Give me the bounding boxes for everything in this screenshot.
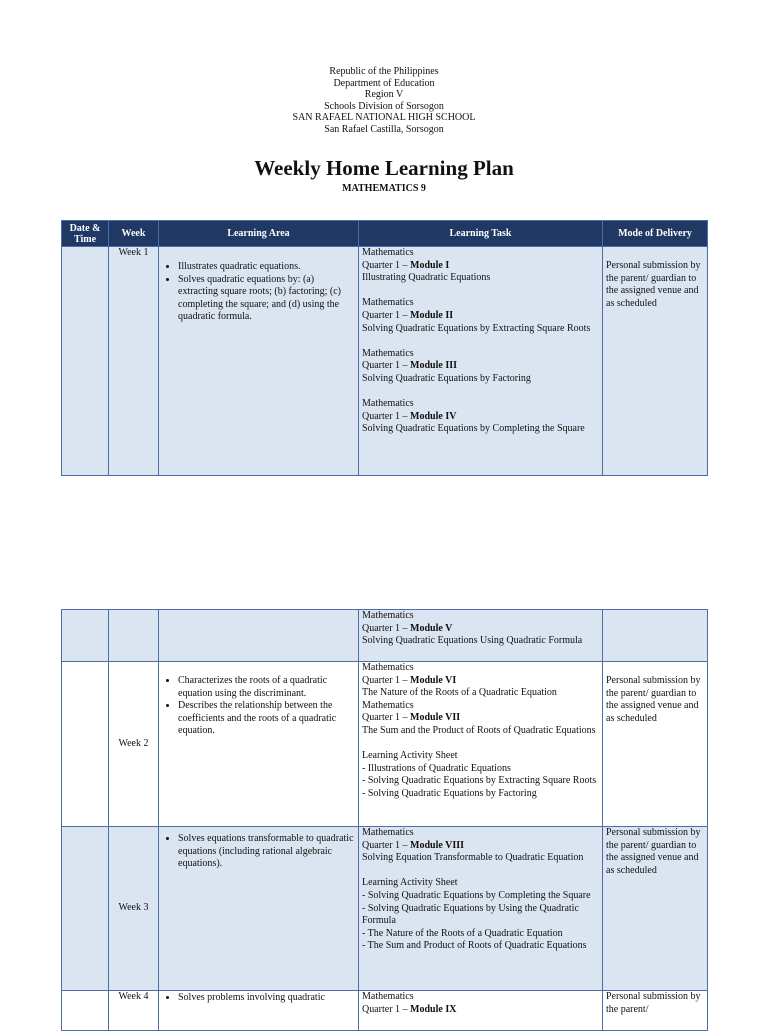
module-label: Module I xyxy=(410,259,450,271)
list-item: • Characterizes the roots of a quadratic equation using the discriminant. xyxy=(178,675,355,700)
learning-task-cell xyxy=(359,991,603,1031)
header-line: Department of Education xyxy=(333,77,435,89)
mode-of-delivery-cell xyxy=(603,991,708,1031)
learning-area-cell xyxy=(159,610,359,662)
subject-label: Mathematics xyxy=(362,699,414,711)
learning-plan-table-2 xyxy=(61,609,708,1031)
quarter-label: Quarter 1 – xyxy=(362,1003,411,1015)
column-header-task: Learning Task xyxy=(359,221,603,247)
mode-of-delivery-cell xyxy=(603,827,708,991)
week-cell: Week 1 xyxy=(109,247,159,476)
las-item: - Solving Quadratic Equations by Extracting Square Roots xyxy=(362,775,597,787)
module-description: Solving Quadratic Equations Using Quadratic Formula xyxy=(362,635,583,647)
table-row-week4 xyxy=(62,991,708,1031)
mode-of-delivery-cell xyxy=(603,610,708,662)
date-cell xyxy=(62,247,109,476)
date-cell xyxy=(62,827,109,991)
week-cell: Week 3 xyxy=(109,827,159,991)
las-item: - Illustrations of Quadratic Equations xyxy=(362,762,511,774)
mode-text: Personal submission by the parent/ xyxy=(606,991,701,1015)
learning-task-cell xyxy=(359,827,603,991)
list-item: • Solves quadratic equations by: (a) extracting square roots; (b) factoring; (c) completing the square; and (d) using the quadratic formula. xyxy=(178,274,355,324)
module-description: The Nature of the Roots of a Quadratic Equation xyxy=(362,687,557,699)
las-item: - The Nature of the Roots of a Quadratic Equation xyxy=(362,927,563,939)
quarter-label: Quarter 1 – xyxy=(362,622,411,634)
module-line xyxy=(362,1004,599,1017)
mode-of-delivery-cell xyxy=(603,662,708,827)
mode-text: Personal submission by the parent/ guardian to the assigned venue and as scheduled xyxy=(606,827,701,876)
las-heading: Learning Activity Sheet xyxy=(362,750,458,762)
module-line xyxy=(362,675,599,688)
quarter-label: Quarter 1 – xyxy=(362,712,411,724)
table-row-week3 xyxy=(62,827,708,991)
subject-label: Mathematics xyxy=(362,297,414,309)
module-description: Illustrating Quadratic Equations xyxy=(362,272,491,284)
learning-area-cell xyxy=(159,662,359,827)
subject-label: Mathematics xyxy=(362,610,414,621)
module-description: The Sum and the Product of Roots of Quadratic Equations xyxy=(362,724,596,736)
quarter-label: Quarter 1 – xyxy=(362,259,411,271)
module-label: Module VI xyxy=(410,674,457,686)
column-header-date: Date & Time xyxy=(62,221,109,247)
learning-area-cell xyxy=(159,991,359,1031)
module-line xyxy=(362,623,599,636)
week-cell: Week 4 xyxy=(109,991,159,1031)
document-subtitle: MATHEMATICS 9 xyxy=(342,183,426,194)
module-description: Solving Quadratic Equations by Factoring xyxy=(362,372,531,384)
subject-label: Mathematics xyxy=(362,247,414,258)
table-row-week1 xyxy=(62,247,708,476)
school-header xyxy=(0,66,768,135)
header-line: Region V xyxy=(364,89,404,100)
module-label: Module IX xyxy=(410,1003,457,1015)
learning-area-cell xyxy=(159,827,359,991)
learning-task-cell xyxy=(359,662,603,827)
learning-task-cell xyxy=(359,610,603,662)
week-cell xyxy=(109,610,159,662)
module-label: Module V xyxy=(410,622,453,634)
table-row-continuation xyxy=(62,610,708,662)
mode-text: Personal submission by the parent/ guardian to the assigned venue and as scheduled xyxy=(606,675,701,724)
quarter-label: Quarter 1 – xyxy=(362,410,411,422)
module-description: Solving Quadratic Equations by Completing the Square xyxy=(362,423,585,435)
task-block xyxy=(362,297,599,335)
quarter-label: Quarter 1 – xyxy=(362,309,411,321)
column-header-mode: Mode of Delivery xyxy=(603,221,708,247)
module-description: Solving Equation Transformable to Quadratic Equation xyxy=(362,852,584,864)
list-item: • Illustrates quadratic equations. xyxy=(178,261,355,274)
module-line xyxy=(362,360,599,373)
las-item: - Solving Quadratic Equations by Completing the Square xyxy=(362,889,591,901)
list-item: • Solves problems involving quadratic xyxy=(178,992,355,1005)
subject-label: Mathematics xyxy=(362,827,414,838)
module-description: Solving Quadratic Equations by Extracting Square Roots xyxy=(362,322,591,334)
header-line: San Rafael Castilla, Sorsogon xyxy=(324,123,444,135)
module-line xyxy=(362,260,599,273)
table-header-row xyxy=(62,221,708,247)
subject-label: Mathematics xyxy=(362,662,414,673)
date-cell xyxy=(62,991,109,1031)
task-block xyxy=(362,348,599,386)
module-label: Module VII xyxy=(410,712,461,724)
date-cell xyxy=(62,610,109,662)
module-line xyxy=(362,712,599,725)
quarter-label: Quarter 1 – xyxy=(362,360,411,372)
document-title: Weekly Home Learning Plan xyxy=(254,156,514,180)
module-line xyxy=(362,310,599,323)
list-item: • Describes the relationship between the coefficients and the roots of a quadratic equation. xyxy=(178,700,355,738)
learning-plan-table-1 xyxy=(61,220,708,476)
module-label: Module II xyxy=(410,309,454,321)
mode-of-delivery-cell xyxy=(603,247,708,476)
mode-text: Personal submission by the parent/ guardian to the assigned venue and as scheduled xyxy=(606,260,701,309)
las-item: - Solving Quadratic Equations by Using the Quadratic Formula xyxy=(362,902,579,927)
module-label: Module VIII xyxy=(410,839,465,851)
task-block xyxy=(362,398,599,436)
quarter-label: Quarter 1 – xyxy=(362,839,411,851)
header-line: SAN RAFAEL NATIONAL HIGH SCHOOL xyxy=(292,112,476,123)
table-row-week2 xyxy=(62,662,708,827)
las-item: - The Sum and Product of Roots of Quadratic Equations xyxy=(362,940,587,952)
module-label: Module III xyxy=(410,360,457,372)
task-block xyxy=(362,247,599,285)
learning-area-cell xyxy=(159,247,359,476)
module-label: Module IV xyxy=(410,410,457,422)
list-item: • Solves equations transformable to quadratic equations (including rational algebraic equations). xyxy=(178,833,355,871)
header-line: Republic of the Philippines xyxy=(329,66,439,77)
las-heading: Learning Activity Sheet xyxy=(362,877,458,889)
quarter-label: Quarter 1 – xyxy=(362,674,411,686)
learning-task-cell xyxy=(359,247,603,476)
column-header-area: Learning Area xyxy=(159,221,359,247)
subject-label: Mathematics xyxy=(362,991,414,1002)
las-item: - Solving Quadratic Equations by Factoring xyxy=(362,787,537,799)
subject-label: Mathematics xyxy=(362,398,414,410)
week-cell: Week 2 xyxy=(109,662,159,827)
column-header-week: Week xyxy=(109,221,159,247)
subject-label: Mathematics xyxy=(362,347,414,359)
header-line: Schools Division of Sorsogon xyxy=(324,100,444,112)
module-line xyxy=(362,840,599,853)
date-cell xyxy=(62,662,109,827)
module-line xyxy=(362,411,599,424)
